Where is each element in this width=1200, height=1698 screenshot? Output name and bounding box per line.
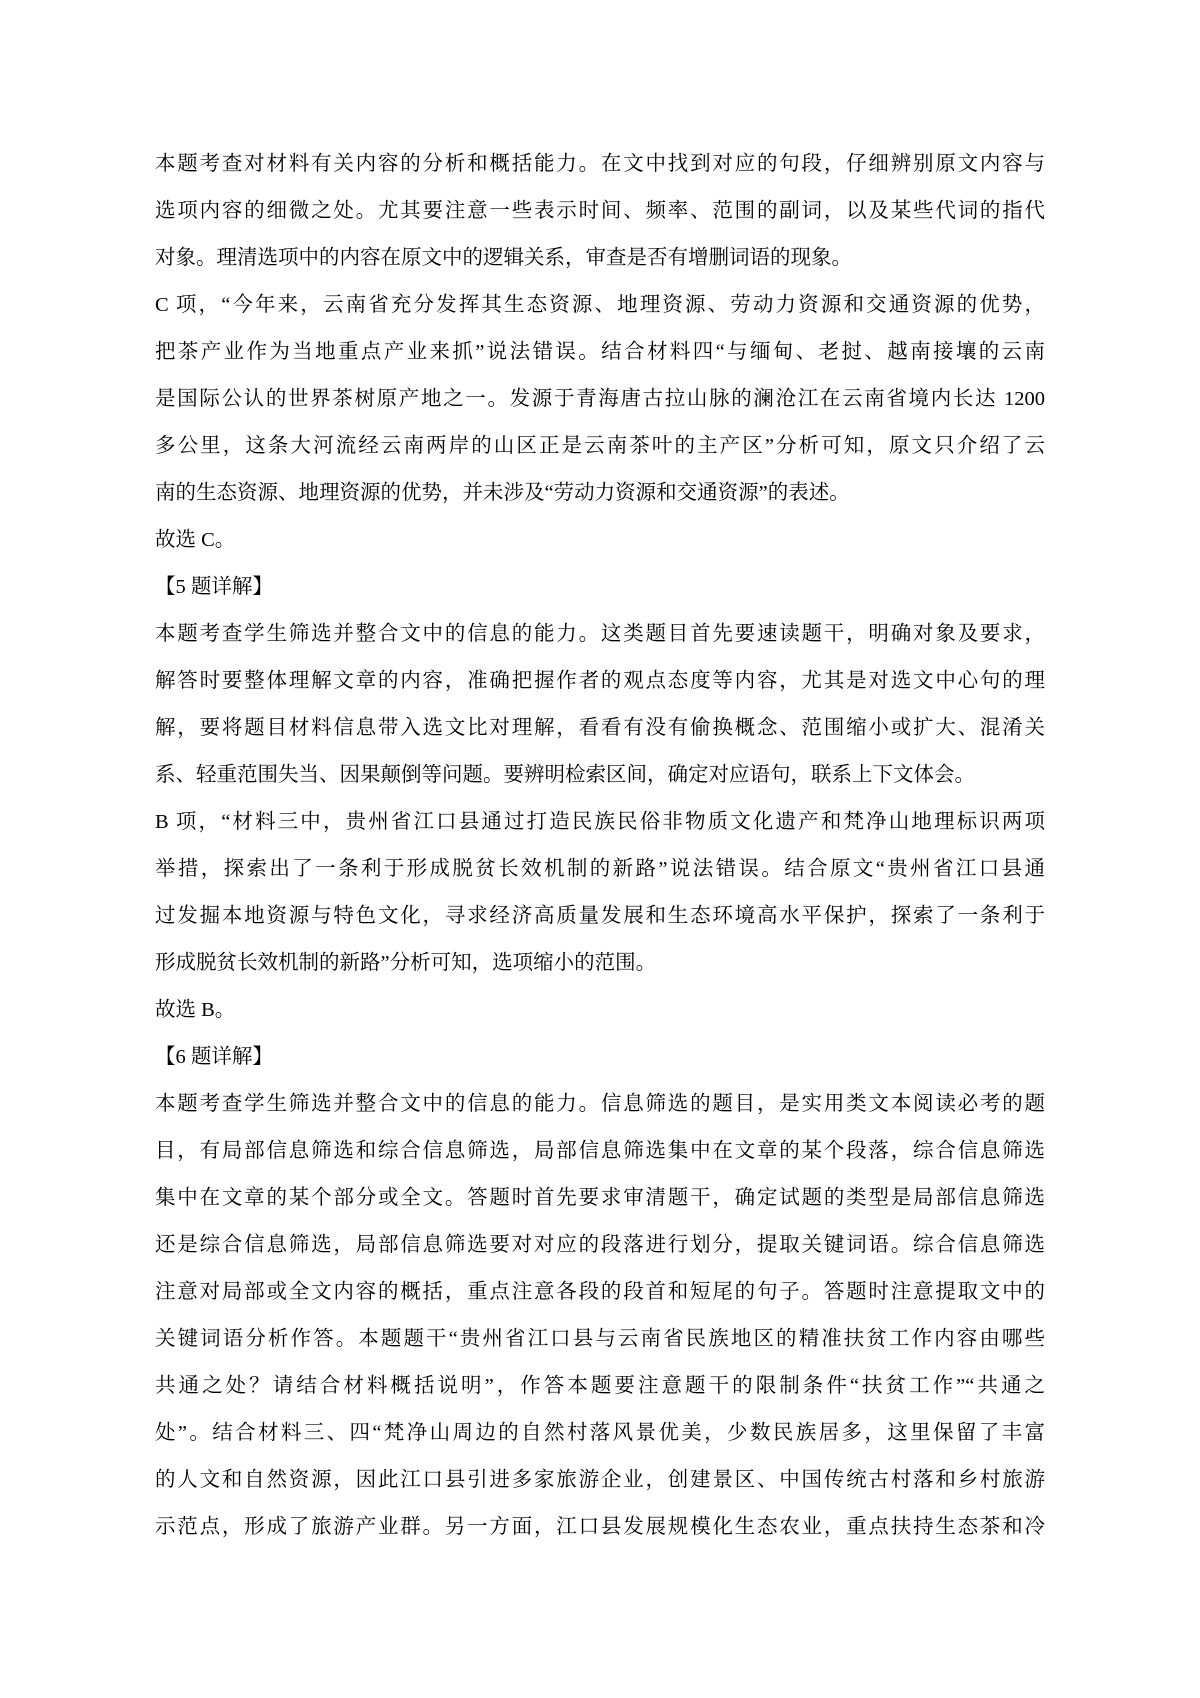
text-line: 【5 题详解】 <box>155 576 273 598</box>
q6-heading <box>155 1034 1045 1081</box>
text-line: 多公里，这条大河流经云南两岸的山区正是云南茶叶的主产区”分析可知，原文只介绍了云 <box>155 435 1045 457</box>
text-line: 形成脱贫长效机制的新路”分析可知，选项缩小的范围。 <box>155 952 657 974</box>
q6-analysis <box>155 1081 1045 1551</box>
text-line: 集中在文章的某个部分或全文。答题时首先要求审清题干，确定试题的类型是局部信息筛选 <box>155 1187 1045 1209</box>
text-line: 【6 题详解】 <box>155 1046 273 1068</box>
text-line: 是国际公认的世界茶树原产地之一。发源于青海唐古拉山脉的澜沧江在云南省境内长达 1200 <box>155 388 1045 410</box>
text-line: 故选 C。 <box>155 529 236 551</box>
q5-heading <box>155 564 1045 611</box>
q4-option-c-explanation <box>155 282 1045 517</box>
q4-answer <box>155 517 1045 564</box>
q5-option-b-explanation <box>155 799 1045 987</box>
text-line: 的人文和自然资源，因此江口县引进多家旅游企业，创建景区、中国传统古村落和乡村旅游 <box>155 1469 1045 1491</box>
text-line: 共通之处？请结合材料概括说明”，作答本题要注意题干的限制条件“扶贫工作”“共通之 <box>155 1375 1045 1397</box>
text-line: 示范点，形成了旅游产业群。另一方面，江口县发展规模化生态农业，重点扶持生态茶和冷 <box>155 1516 1045 1538</box>
text-line: C 项，“今年来，云南省充分发挥其生态资源、地理资源、劳动力资源和交通资源的优势， <box>155 294 1045 316</box>
text-line: 解答时要整体理解文章的内容，准确把握作者的观点态度等内容，尤其是对选文中心句的理 <box>155 670 1045 692</box>
text-line: 南的生态资源、地理资源的优势，并未涉及“劳动力资源和交通资源”的表述。 <box>155 482 850 504</box>
text-line: 关键词语分析作答。本题题干“贵州省江口县与云南省民族地区的精准扶贫工作内容由哪些 <box>155 1328 1045 1350</box>
text-line: 过发掘本地资源与特色文化，寻求经济高质量发展和生态环境高水平保护，探索了一条利于 <box>155 905 1045 927</box>
q5-answer <box>155 987 1045 1034</box>
text-line: 系、轻重范围失当、因果颠倒等问题。要辨明检索区间，确定对应语句，联系上下文体会。 <box>155 764 975 786</box>
text-line: 把茶产业作为当地重点产业来抓”说法错误。结合材料四“与缅甸、老挝、越南接壤的云南 <box>155 341 1045 363</box>
text-line: 本题考查学生筛选并整合文中的信息的能力。信息筛选的题目，是实用类文本阅读必考的题 <box>155 1093 1045 1115</box>
text-line: B 项，“材料三中，贵州省江口县通过打造民族民俗非物质文化遗产和梵净山地理标识两项 <box>155 811 1045 833</box>
document-text-body <box>155 141 1045 1551</box>
text-line: 还是综合信息筛选，局部信息筛选要对对应的段落进行划分，提取关键词语。综合信息筛选 <box>155 1234 1045 1256</box>
text-line: 本题考查对材料有关内容的分析和概括能力。在文中找到对应的句段，仔细辨别原文内容与 <box>155 153 1045 175</box>
text-line: 本题考查学生筛选并整合文中的信息的能力。这类题目首先要速读题干，明确对象及要求， <box>155 623 1045 645</box>
text-line: 举措，探索出了一条利于形成脱贫长效机制的新路”说法错误。结合原文“贵州省江口县通 <box>155 858 1045 880</box>
text-line: 目，有局部信息筛选和综合信息筛选，局部信息筛选集中在文章的某个段落，综合信息筛选 <box>155 1140 1045 1162</box>
text-line: 处”。结合材料三、四“梵净山周边的自然村落风景优美，少数民族居多，这里保留了丰富 <box>155 1422 1045 1444</box>
q5-analysis-approach <box>155 611 1045 799</box>
text-line: 对象。理清选项中的内容在原文中的逻辑关系，审查是否有增删词语的现象。 <box>155 247 852 269</box>
text-line: 注意对局部或全文内容的概括，重点注意各段的段首和短尾的句子。答题时注意提取文中的 <box>155 1281 1045 1303</box>
text-line: 选项内容的细微之处。尤其要注意一些表示时间、频率、范围的副词，以及某些代词的指代 <box>155 200 1045 222</box>
q4-analysis-approach <box>155 141 1045 282</box>
text-line: 解，要将题目材料信息带入选文比对理解，看看有没有偷换概念、范围缩小或扩大、混淆关 <box>155 717 1045 739</box>
text-line: 故选 B。 <box>155 999 236 1021</box>
